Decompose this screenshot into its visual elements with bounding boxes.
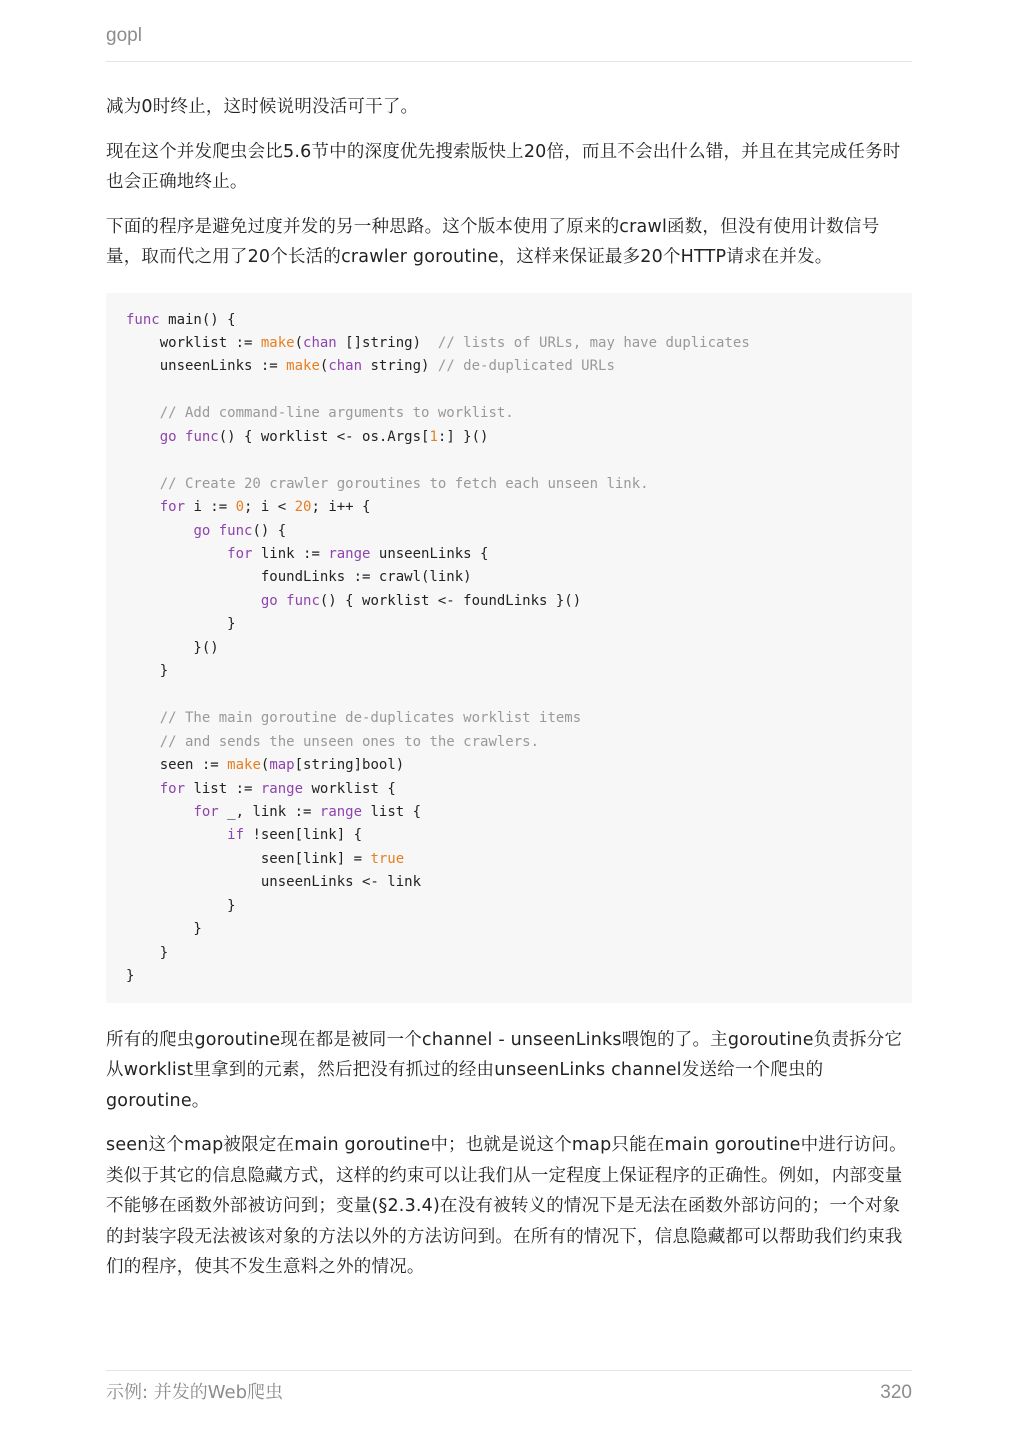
code-token <box>126 499 160 515</box>
code-token: func <box>218 522 253 539</box>
code-token <box>126 429 160 445</box>
code-line <box>126 801 892 824</box>
page-header <box>106 24 912 62</box>
code-token: seen[link] = <box>126 850 371 867</box>
code-token: list := <box>185 780 261 797</box>
code-token: make <box>286 358 320 375</box>
code-token: [string]bool) <box>294 757 405 774</box>
code-token <box>126 710 160 726</box>
code-block <box>106 293 912 1003</box>
page-footer <box>106 1370 912 1417</box>
code-line <box>126 848 892 871</box>
code-line <box>126 613 892 636</box>
code-token: ( <box>319 358 329 375</box>
code-token: true <box>370 850 405 867</box>
code-token: i := <box>185 499 236 516</box>
code-token: for <box>159 499 186 516</box>
code-token: 1 <box>429 428 438 445</box>
page-content <box>106 92 912 1297</box>
code-token <box>126 546 227 562</box>
code-token: ; i < <box>244 499 295 516</box>
code-token <box>177 429 185 445</box>
code-line <box>126 379 892 402</box>
code-token <box>126 476 160 492</box>
code-token: ( <box>260 757 270 774</box>
code-token: } <box>126 944 169 961</box>
code-line <box>126 449 892 472</box>
code-token: func <box>126 311 160 328</box>
code-line <box>126 754 892 777</box>
code-token: () { <box>252 522 287 539</box>
code-token <box>126 523 193 539</box>
code-line <box>126 355 892 378</box>
code-line <box>126 942 892 965</box>
code-token: seen := <box>126 757 228 774</box>
code-token: ( <box>294 334 304 351</box>
code-token: worklist { <box>303 780 396 797</box>
code-line <box>126 402 892 425</box>
code-line <box>126 895 892 918</box>
code-token: 0 <box>235 499 245 516</box>
code-token: map <box>269 757 295 774</box>
code-token: go <box>260 592 278 609</box>
code-token: range <box>319 804 363 821</box>
code-token: ; i++ { <box>311 499 371 516</box>
code-token: unseenLinks := <box>126 358 287 375</box>
code-token: range <box>260 780 304 797</box>
code-token: for <box>227 546 253 563</box>
code-line <box>126 426 892 449</box>
code-line <box>126 965 892 988</box>
code-token: make <box>227 757 261 774</box>
code-token: link := <box>252 546 329 563</box>
code-line <box>126 684 892 707</box>
code-token <box>126 405 160 421</box>
code-line <box>126 309 892 332</box>
code-token <box>278 593 286 609</box>
code-line <box>126 637 892 660</box>
code-token: unseenLinks <- link <box>126 874 422 891</box>
code-token: // The main goroutine de-duplicates worklist items <box>159 710 582 727</box>
code-line <box>126 543 892 566</box>
code-token: _, link := <box>218 804 320 821</box>
code-token: unseenLinks { <box>370 546 489 563</box>
code-token: if <box>227 827 245 844</box>
code-token <box>126 734 160 750</box>
code-token: func <box>286 592 320 609</box>
code-token: } <box>126 968 135 985</box>
code-token: !seen[link] { <box>244 827 363 844</box>
code-token: worklist := <box>126 334 261 351</box>
code-token: range <box>328 546 371 563</box>
code-token: for <box>193 804 219 821</box>
code-token: // and sends the unseen ones to the crawlers. <box>159 733 540 750</box>
code-token: } <box>126 921 202 938</box>
code-line <box>126 332 892 355</box>
code-line <box>126 731 892 754</box>
code-line <box>126 778 892 801</box>
code-token: []string) <box>336 334 438 351</box>
code-token: foundLinks := crawl(link) <box>126 569 472 586</box>
section-title: 示例: 并发的Web爬虫 <box>106 1382 284 1403</box>
code-token: chan <box>328 358 363 375</box>
code-token: } <box>126 616 236 633</box>
code-token: list { <box>362 804 422 821</box>
code-token: main() { <box>159 311 236 328</box>
code-token: // de-duplicated URLs <box>437 358 615 375</box>
code-token: func <box>185 428 219 445</box>
code-line <box>126 918 892 941</box>
code-line <box>126 660 892 683</box>
code-line <box>126 590 892 613</box>
code-token: 20 <box>294 499 312 516</box>
code-token: chan <box>303 334 337 351</box>
code-token: () { worklist <- os.Args[ <box>218 428 430 445</box>
code-token: () { worklist <- foundLinks }() <box>319 592 582 609</box>
paragraph: 减为0时终止，这时候说明没活可干了。 <box>106 97 419 117</box>
code-token <box>126 593 261 609</box>
paragraph: 现在这个并发爬虫会比5.6节中的深度优先搜索版快上20倍，而且不会出什么错，并且在其完成任务时也会正确地终止。 <box>106 141 901 192</box>
book-title: gopl <box>106 25 142 46</box>
code-token: go <box>193 522 211 539</box>
code-token: } <box>126 663 169 680</box>
code-line <box>126 520 892 543</box>
code-line <box>126 824 892 847</box>
code-token: }() <box>126 639 219 656</box>
paragraph: 下面的程序是避免过度并发的另一种思路。这个版本使用了原来的crawl函数，但没有使用计数信号量，取而代之用了20个长活的crawler goroutine，这样来保证最多20个HTTP请求在并发。 <box>106 216 880 267</box>
code-token: // Add command-line arguments to worklist. <box>159 405 514 422</box>
code-line <box>126 496 892 519</box>
code-line <box>126 566 892 589</box>
page-number: 320 <box>880 1382 912 1403</box>
code-line <box>126 871 892 894</box>
code-token: make <box>260 334 295 351</box>
paragraph: 所有的爬虫goroutine现在都是被同一个channel - unseenLinks喂饱的了。主goroutine负责拆分它从worklist里拿到的元素，然后把没有抓过的经由unseenLinks channel发送给一个爬虫的goroutine。 <box>106 1029 903 1111</box>
code-line <box>126 473 892 496</box>
paragraph: seen这个map被限定在main goroutine中；也就是说这个map只能在main goroutine中进行访问。类似于其它的信息隐藏方式，这样的约束可以让我们从一定程度上保证程序的正确性。例如，内部变量不能够在函数外部被访问到；变量(§2.3.4)在没有被转义的情况下是无法在函数外部访问的；一个对象的封装字段无法被该对象的方法以外的方法访问到。在所有的情况下，信息隐藏都可以帮助我们约束我们的程序，使其不发生意料之外的情况。 <box>106 1135 907 1278</box>
code-token: :] }() <box>437 428 489 445</box>
code-token: } <box>126 897 236 914</box>
code-token: go <box>159 428 177 445</box>
code-token: string) <box>362 358 438 375</box>
code-token: // Create 20 crawler goroutines to fetch each unseen link. <box>159 475 649 492</box>
code-line <box>126 707 892 730</box>
code-token <box>126 827 227 843</box>
code-token: // lists of URLs, may have duplicates <box>437 334 750 351</box>
code-token <box>126 781 160 797</box>
code-token <box>126 804 193 820</box>
code-token <box>210 523 218 539</box>
code-token: for <box>159 780 186 797</box>
